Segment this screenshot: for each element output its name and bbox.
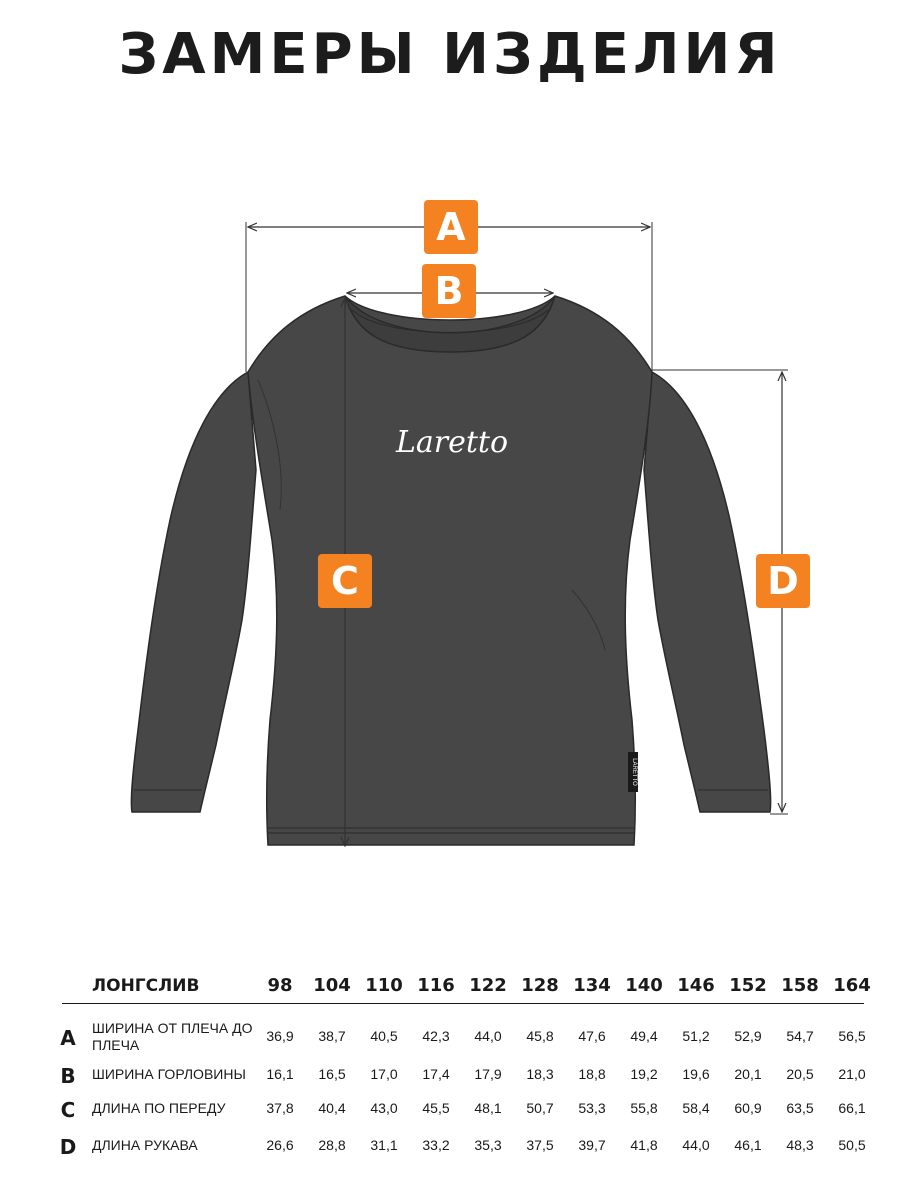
table-cell: 52,9 <box>734 1028 762 1044</box>
right-sleeve <box>644 372 771 812</box>
table-cell: 39,7 <box>578 1137 606 1153</box>
table-cell: 47,6 <box>578 1028 606 1044</box>
table-cell: 20,1 <box>734 1066 762 1082</box>
badge-b: B <box>422 264 476 318</box>
table-cell: 51,2 <box>682 1028 710 1044</box>
table-cell: 54,7 <box>786 1028 814 1044</box>
table-cell: 60,9 <box>734 1100 762 1116</box>
row-label: ШИРИНА ОТ ПЛЕЧА ДО ПЛЕЧА <box>92 1020 253 1053</box>
table-cell: 35,3 <box>474 1137 502 1153</box>
row-label: ШИРИНА ГОРЛОВИНЫ <box>92 1066 246 1082</box>
table-cell: 17,4 <box>422 1066 450 1082</box>
table-cell: 33,2 <box>422 1137 450 1153</box>
table-cell: 38,7 <box>318 1028 346 1044</box>
table-cell: 46,1 <box>734 1137 762 1153</box>
size-header: 104 <box>313 975 351 996</box>
header-divider <box>62 1003 864 1004</box>
badge-d: D <box>756 554 810 608</box>
table-cell: 45,8 <box>526 1028 554 1044</box>
table-cell: 50,7 <box>526 1100 554 1116</box>
size-header: 134 <box>573 975 611 996</box>
table-cell: 63,5 <box>786 1100 814 1116</box>
table-cell: 16,1 <box>266 1066 294 1082</box>
table-cell: 58,4 <box>682 1100 710 1116</box>
brand-tag-text: LARETTO <box>631 758 637 786</box>
table-cell: 41,8 <box>630 1137 658 1153</box>
size-header: 164 <box>833 975 871 996</box>
table-cell: 17,0 <box>370 1066 398 1082</box>
table-cell: 36,9 <box>266 1028 294 1044</box>
table-cell: 26,6 <box>266 1137 294 1153</box>
row-letter: D <box>59 1135 77 1159</box>
size-header: 146 <box>677 975 715 996</box>
table-cell: 19,6 <box>682 1066 710 1082</box>
table-cell: 17,9 <box>474 1066 502 1082</box>
size-header: 110 <box>365 975 403 996</box>
table-cell: 40,5 <box>370 1028 398 1044</box>
table-cell: 40,4 <box>318 1100 346 1116</box>
table-cell: 66,1 <box>838 1100 866 1116</box>
table-cell: 20,5 <box>786 1066 814 1082</box>
table-cell: 44,0 <box>474 1028 502 1044</box>
left-sleeve <box>131 372 256 812</box>
table-cell: 31,1 <box>370 1137 398 1153</box>
table-cell: 49,4 <box>630 1028 658 1044</box>
badge-a: A <box>424 200 478 254</box>
size-header: 128 <box>521 975 559 996</box>
table-cell: 37,5 <box>526 1137 554 1153</box>
table-cell: 53,3 <box>578 1100 606 1116</box>
row-label: ДЛИНА ПО ПЕРЕДУ <box>92 1100 226 1116</box>
table-cell: 43,0 <box>370 1100 398 1116</box>
table-cell: 48,3 <box>786 1137 814 1153</box>
table-cell: 56,5 <box>838 1028 866 1044</box>
product-name: ЛОНГСЛИВ <box>92 976 200 996</box>
table-cell: 48,1 <box>474 1100 502 1116</box>
table-cell: 50,5 <box>838 1137 866 1153</box>
row-letter: A <box>60 1026 76 1050</box>
row-label: ДЛИНА РУКАВА <box>92 1137 198 1153</box>
size-header: 116 <box>417 975 455 996</box>
row-letter: C <box>60 1098 76 1122</box>
table-cell: 37,8 <box>266 1100 294 1116</box>
table-cell: 19,2 <box>630 1066 658 1082</box>
size-header: 140 <box>625 975 663 996</box>
page-title: ЗАМЕРЫ ИЗДЕЛИЯ <box>118 22 782 87</box>
size-header: 122 <box>469 975 507 996</box>
size-header: 98 <box>267 975 293 996</box>
table-cell: 42,3 <box>422 1028 450 1044</box>
badge-c: C <box>318 554 372 608</box>
table-cell: 16,5 <box>318 1066 346 1082</box>
size-header: 158 <box>781 975 819 996</box>
table-cell: 18,3 <box>526 1066 554 1082</box>
table-cell: 45,5 <box>422 1100 450 1116</box>
row-letter: B <box>60 1064 76 1088</box>
table-cell: 21,0 <box>838 1066 866 1082</box>
table-cell: 28,8 <box>318 1137 346 1153</box>
table-cell: 18,8 <box>578 1066 606 1082</box>
size-header: 152 <box>729 975 767 996</box>
brand-logo: Laretto <box>395 425 509 460</box>
shirt-body <box>248 296 652 845</box>
table-cell: 55,8 <box>630 1100 658 1116</box>
table-cell: 44,0 <box>682 1137 710 1153</box>
